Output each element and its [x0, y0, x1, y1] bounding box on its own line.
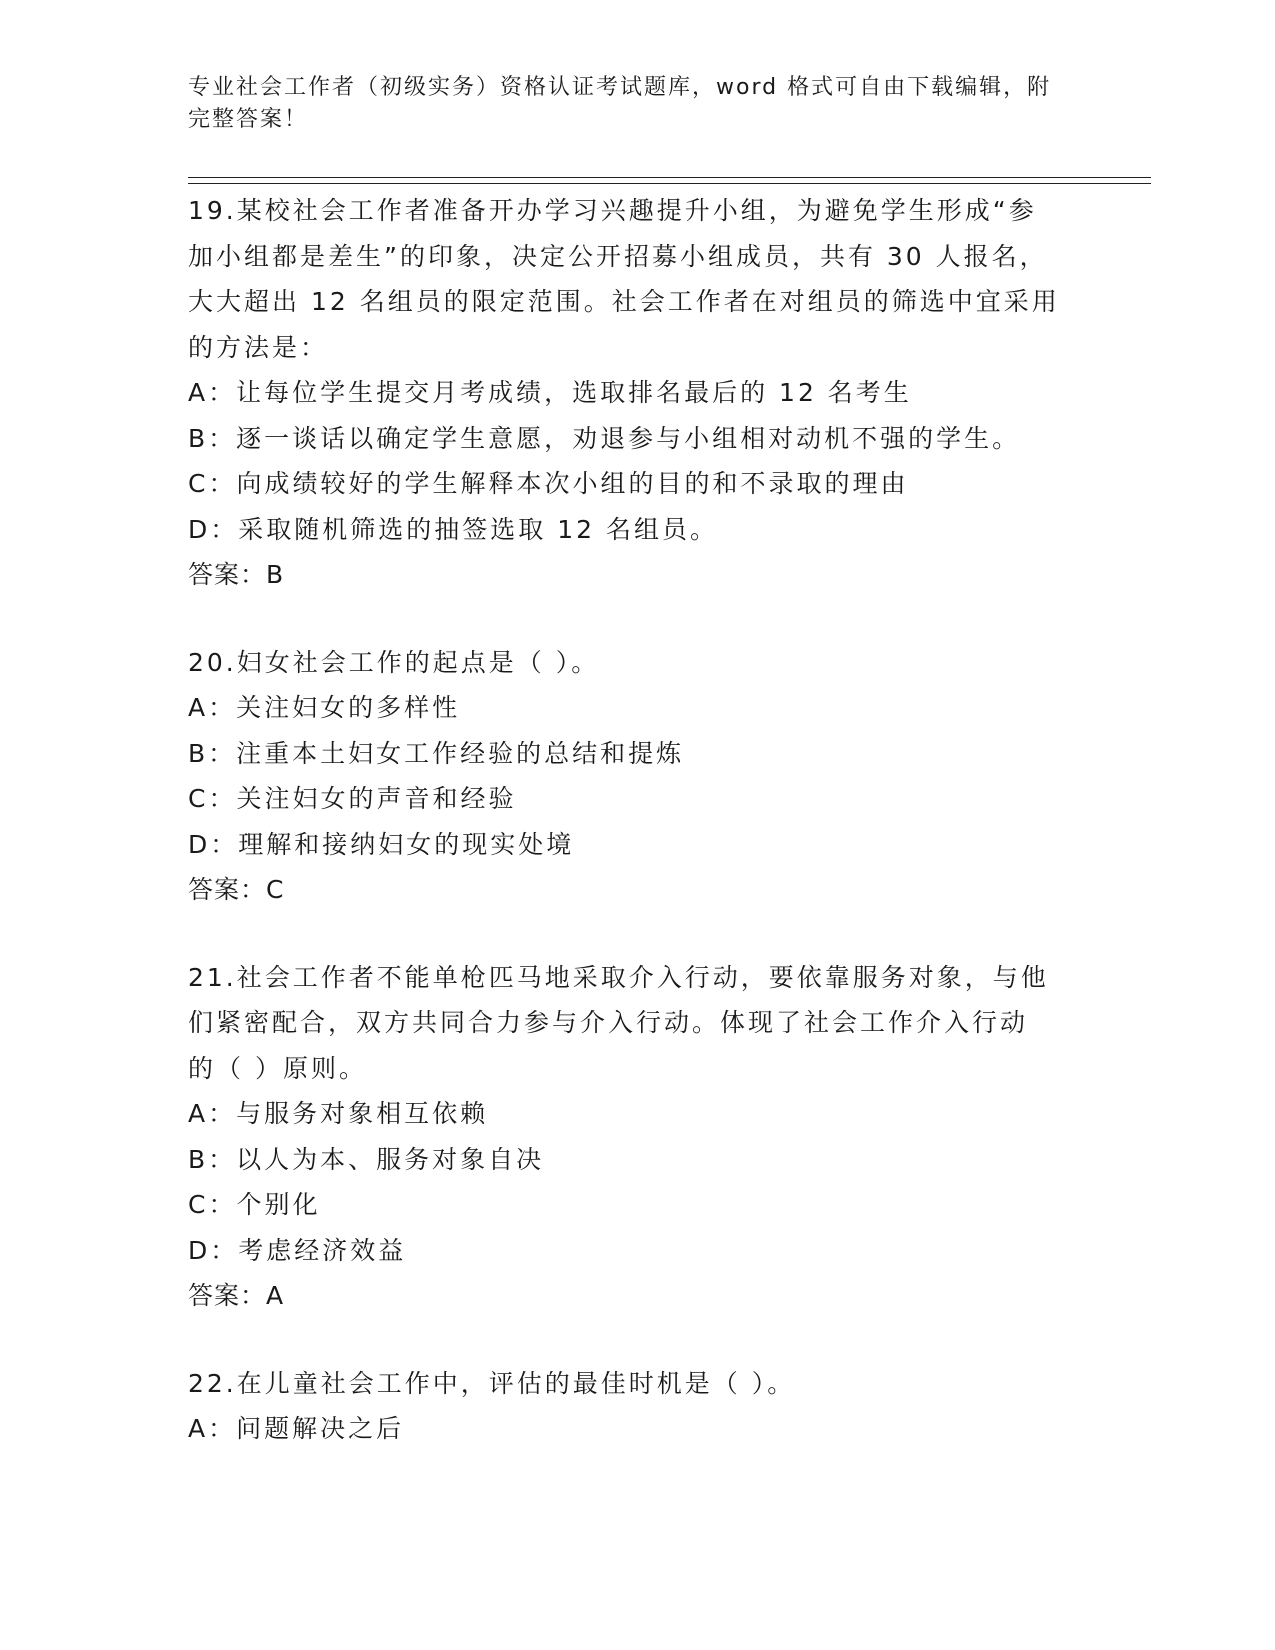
- option-d: D：理解和接纳妇女的现实处境: [188, 829, 575, 859]
- stem-line: 21.社会工作者不能单枪匹马地采取介入行动，要依靠服务对象，与他: [188, 962, 1049, 992]
- option-b: B：逐一谈话以确定学生意愿，劝退参与小组相对动机不强的学生。: [188, 423, 1021, 453]
- question-21: [188, 955, 1088, 1319]
- option-a: A：与服务对象相互依赖: [188, 1099, 489, 1128]
- question-22: [188, 1361, 1088, 1452]
- stem-line: 加小组都是差生”的印象，决定公开招募小组成员，共有 30 人报名，: [188, 241, 1048, 271]
- option-d: D：考虑经济效益: [188, 1235, 407, 1265]
- stem-line: 20.妇女社会工作的起点是（ ）。: [188, 647, 600, 677]
- answer: 答案：B: [188, 560, 285, 589]
- option-c: C：关注妇女的声音和经验: [188, 784, 517, 813]
- question-list: [188, 188, 1088, 1494]
- option-b: B：注重本土妇女工作经验的总结和提炼: [188, 738, 685, 768]
- question-20: [188, 640, 1088, 913]
- header-line: 专业社会工作者（初级实务）资格认证考试题库，word 格式可自由下载编辑，附: [188, 75, 1052, 100]
- option-c: C：向成绩较好的学生解释本次小组的目的和不录取的理由: [188, 469, 909, 498]
- question-stem: [188, 955, 1088, 1092]
- option-a: A：关注妇女的多样性: [188, 693, 461, 722]
- header-line: 完整答案！: [188, 107, 309, 132]
- option-d: D：采取随机筛选的抽签选取 12 名组员。: [188, 514, 718, 544]
- option-a: A：问题解决之后: [188, 1414, 405, 1443]
- question-stem: [188, 640, 1088, 686]
- answer: 答案：A: [188, 1281, 285, 1310]
- answer: 答案：C: [188, 875, 285, 904]
- stem-line: 大大超出 12 名组员的限定范围。社会工作者在对组员的筛选中宜采用: [188, 287, 1060, 316]
- stem-line: 22.在儿童社会工作中，评估的最佳时机是（ ）。: [188, 1368, 796, 1398]
- stem-line: 们紧密配合，双方共同合力参与介入行动。体现了社会工作介入行动: [188, 1008, 1029, 1037]
- question-stem: [188, 1361, 1088, 1407]
- stem-line: 19.某校社会工作者准备开办学习兴趣提升小组，为避免学生形成“参: [188, 196, 1037, 225]
- option-a: A：让每位学生提交月考成绩，选取排名最后的 12 名考生: [188, 378, 912, 407]
- option-b: B：以人为本、服务对象自决: [188, 1144, 545, 1174]
- question-stem: [188, 188, 1088, 370]
- question-19: [188, 188, 1088, 598]
- header-divider: [188, 177, 1151, 178]
- option-c: C：个别化: [188, 1190, 321, 1219]
- document-header: [188, 72, 1088, 136]
- header-divider: [188, 183, 1151, 184]
- stem-line: 的（ ）原则。: [188, 1053, 367, 1083]
- stem-line: 的方法是：: [188, 332, 329, 362]
